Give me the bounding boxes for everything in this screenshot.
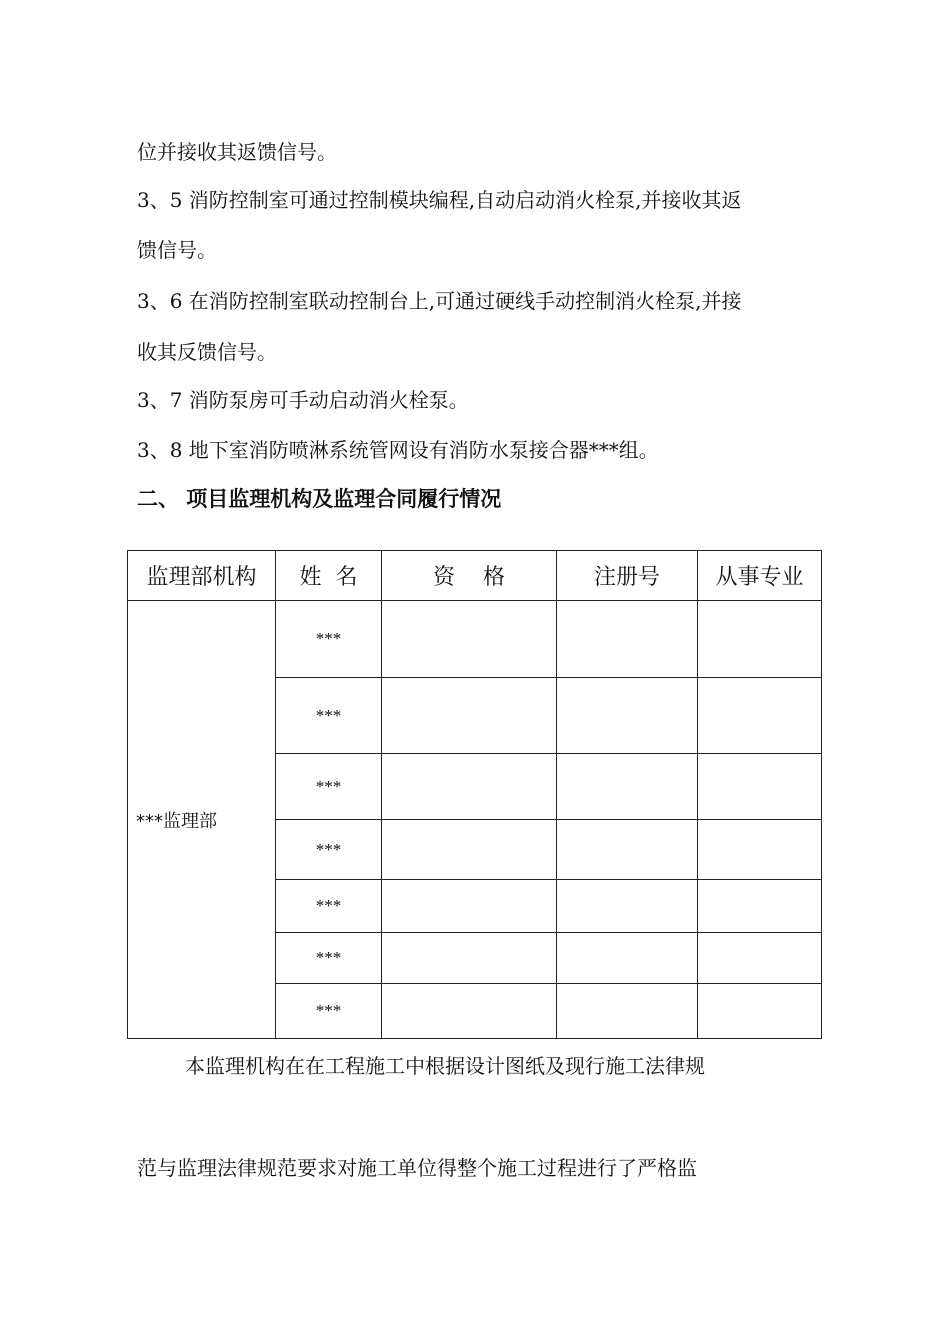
header-registration-number: 注册号 bbox=[557, 551, 698, 601]
staff-name-cell: *** bbox=[276, 601, 382, 678]
supervision-staff-table bbox=[127, 550, 822, 1039]
staff-name-cell: *** bbox=[276, 933, 382, 984]
header-name: 姓 名 bbox=[276, 551, 382, 601]
header-specialty: 从事专业 bbox=[698, 551, 822, 601]
specialty-cell bbox=[698, 880, 822, 933]
qualification-cell bbox=[382, 754, 557, 820]
staff-name-cell: *** bbox=[276, 984, 382, 1039]
registration-cell bbox=[557, 678, 698, 754]
specialty-cell bbox=[698, 601, 822, 678]
specialty-cell bbox=[698, 984, 822, 1039]
registration-cell bbox=[557, 820, 698, 880]
closing-paragraph-line-1: 本监理机构在在工程施工中根据设计图纸及现行施工法律规 bbox=[185, 1054, 705, 1078]
registration-cell bbox=[557, 601, 698, 678]
specialty-cell bbox=[698, 820, 822, 880]
paragraph-line-5: 收其反馈信号。 bbox=[137, 340, 277, 364]
staff-name-cell: *** bbox=[276, 754, 382, 820]
table-row bbox=[128, 601, 822, 678]
qualification-cell bbox=[382, 933, 557, 984]
registration-cell bbox=[557, 880, 698, 933]
closing-paragraph-line-2: 范与监理法律规范要求对施工单位得整个施工过程进行了严格监 bbox=[137, 1156, 697, 1180]
org-name-cell: ***监理部 bbox=[128, 601, 276, 1039]
paragraph-line-2: 3、5 消防控制室可通过控制模块编程,自动启动消火栓泵,并接收其返 bbox=[137, 188, 742, 212]
staff-name-cell: *** bbox=[276, 820, 382, 880]
paragraph-line-6: 3、7 消防泵房可手动启动消火栓泵。 bbox=[137, 388, 469, 412]
staff-name-cell: *** bbox=[276, 880, 382, 933]
staff-name-cell: *** bbox=[276, 678, 382, 754]
qualification-cell bbox=[382, 820, 557, 880]
registration-cell bbox=[557, 984, 698, 1039]
header-org: 监理部机构 bbox=[128, 551, 276, 601]
qualification-cell bbox=[382, 678, 557, 754]
specialty-cell bbox=[698, 678, 822, 754]
paragraph-line-7: 3、8 地下室消防喷淋系统管网设有消防水泵接合器***组。 bbox=[137, 438, 659, 462]
specialty-cell bbox=[698, 754, 822, 820]
section-heading: 二、 项目监理机构及监理合同履行情况 bbox=[137, 486, 502, 511]
qualification-cell bbox=[382, 601, 557, 678]
registration-cell bbox=[557, 933, 698, 984]
paragraph-line-4: 3、6 在消防控制室联动控制台上,可通过硬线手动控制消火栓泵,并接 bbox=[137, 289, 742, 313]
qualification-cell bbox=[382, 984, 557, 1039]
paragraph-line-3: 馈信号。 bbox=[137, 238, 217, 262]
qualification-cell bbox=[382, 880, 557, 933]
registration-cell bbox=[557, 754, 698, 820]
header-qualification: 资 格 bbox=[382, 551, 557, 601]
specialty-cell bbox=[698, 933, 822, 984]
paragraph-line-1: 位并接收其返馈信号。 bbox=[137, 140, 337, 164]
table-header-row bbox=[128, 551, 822, 601]
